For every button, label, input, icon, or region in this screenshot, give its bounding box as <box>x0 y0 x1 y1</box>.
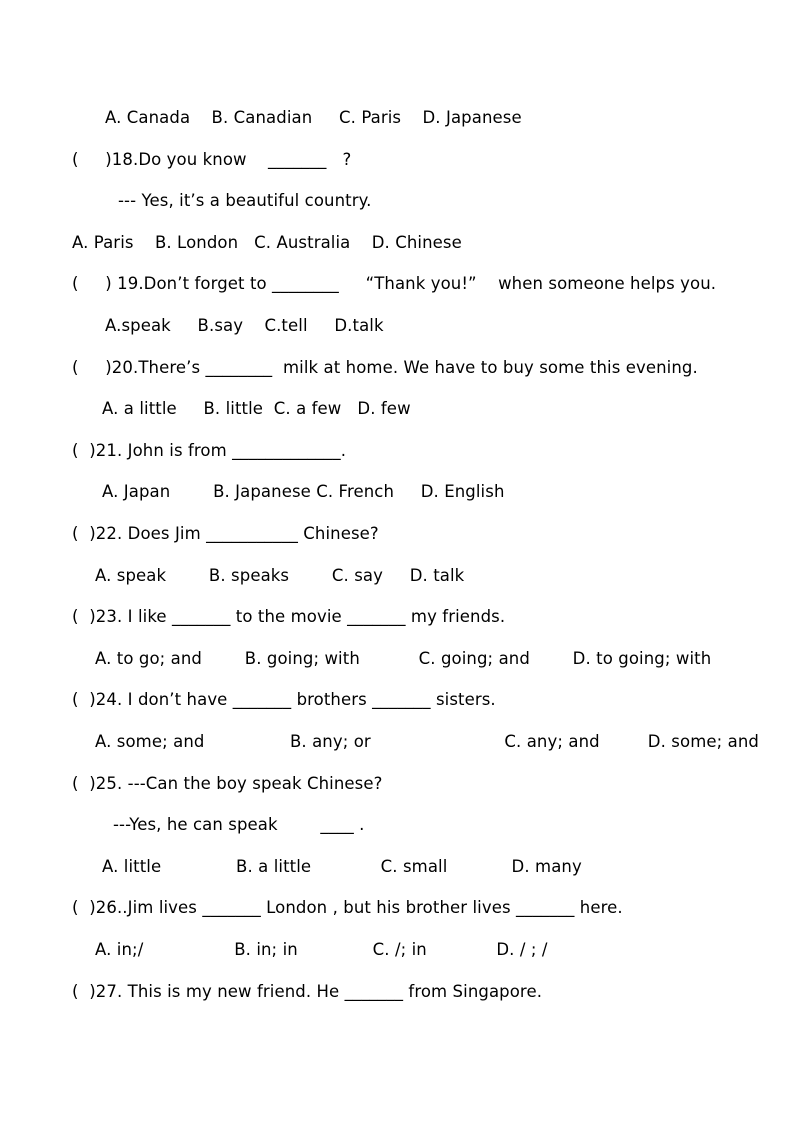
q17-options: A. Canada B. Canadian C. Paris D. Japanese <box>105 108 522 127</box>
q22-options: A. speak B. speaks C. say D. talk <box>95 566 465 585</box>
q21-options: A. Japan B. Japanese C. French D. English <box>102 482 505 501</box>
q23-question: ( )23. I like _______ to the movie _______ my friends. <box>72 607 506 626</box>
q18-options: A. Paris B. London C. Australia D. Chinese <box>72 233 462 252</box>
q26-options: A. in;/ B. in; in C. /; in D. / ; / <box>95 940 548 959</box>
q20-question: ( )20.There’s ________ milk at home. We have to buy some this evening. <box>72 358 698 377</box>
q19-options: A.speak B.say C.tell D.talk <box>105 316 384 335</box>
q24-options: A. some; and B. any; or C. any; and D. some; and <box>95 732 759 751</box>
q21-question: ( )21. John is from _____________. <box>72 441 347 460</box>
q26-question: ( )26..Jim lives _______ London , but his brother lives _______ here. <box>72 898 623 917</box>
q23-options: A. to go; and B. going; with C. going; and D. to going; with <box>95 649 712 668</box>
q25-options: A. little B. a little C. small D. many <box>102 857 582 876</box>
q18-question: ( )18.Do you know _______ ? <box>72 150 352 169</box>
q18-dialogue: --- Yes, it’s a beautiful country. <box>118 191 372 210</box>
q27-question: ( )27. This is my new friend. He _______ from Singapore. <box>72 982 543 1001</box>
q24-question: ( )24. I don’t have _______ brothers _______ sisters. <box>72 690 496 709</box>
q19-question: ( ) 19.Don’t forget to ________ “Thank you!” when someone helps you. <box>72 274 717 293</box>
q25-question: ( )25. ---Can the boy speak Chinese? <box>72 774 383 793</box>
q20-options: A. a little B. little C. a few D. few <box>102 399 411 418</box>
q22-question: ( )22. Does Jim ___________ Chinese? <box>72 524 379 543</box>
q25-dialogue: ---Yes, he can speak ____ . <box>113 815 365 834</box>
